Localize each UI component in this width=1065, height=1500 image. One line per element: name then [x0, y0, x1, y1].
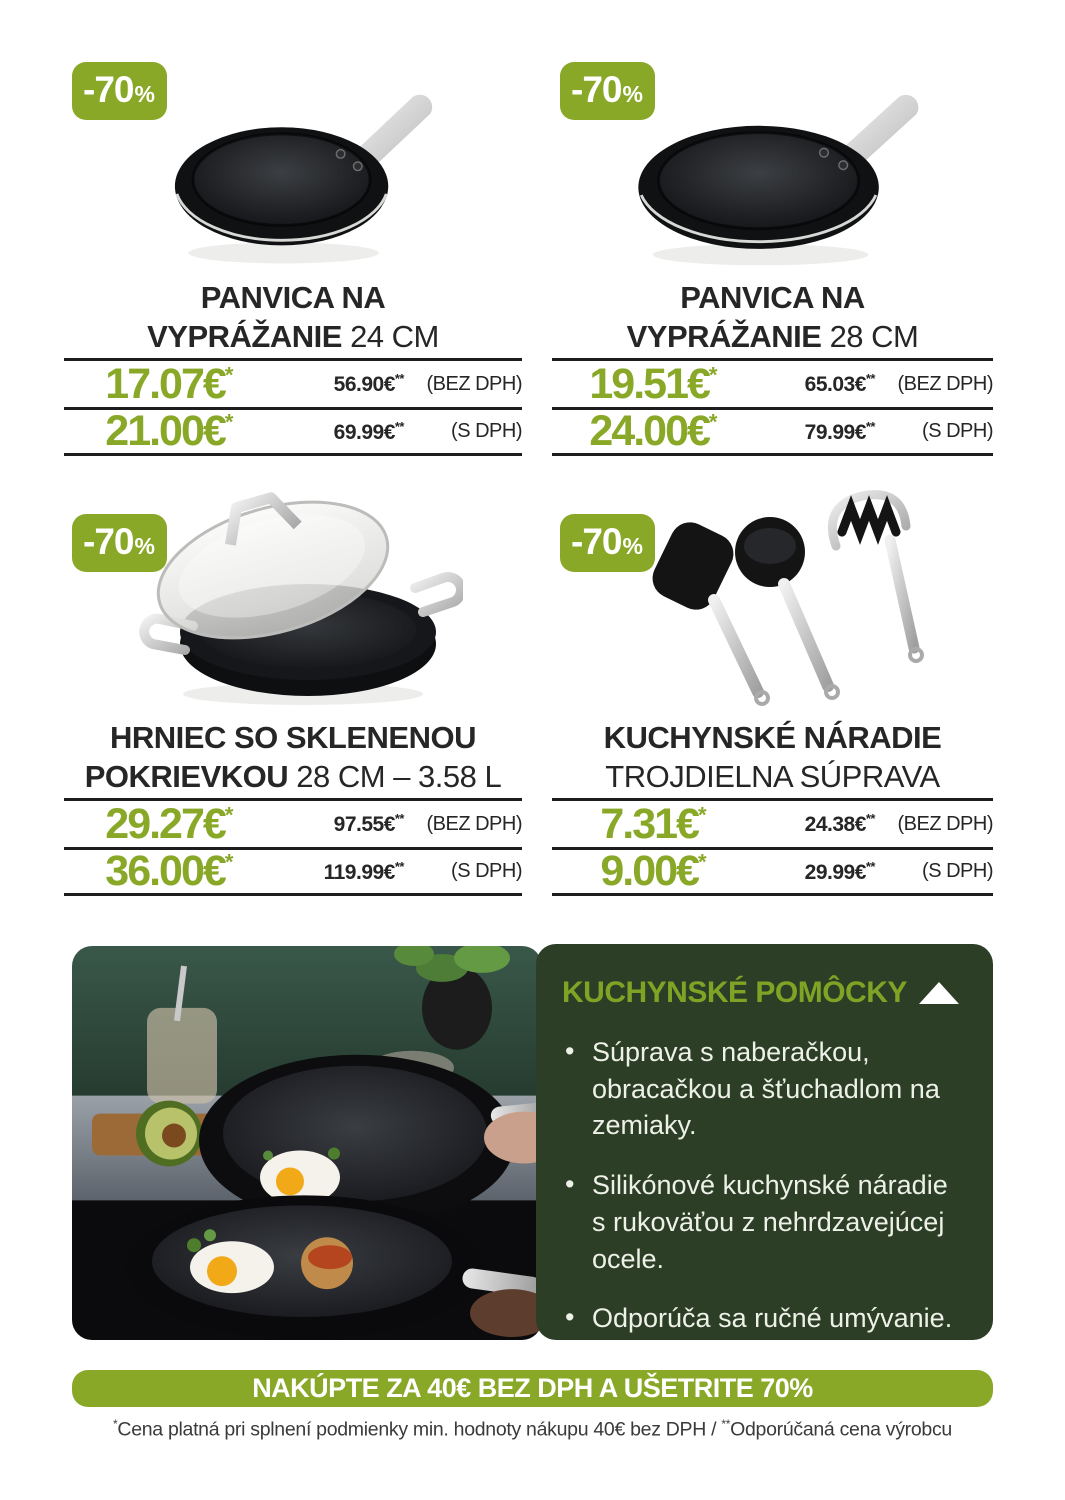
price-row-net — [64, 361, 522, 407]
price-table — [552, 798, 993, 896]
price-row-gross — [64, 407, 522, 453]
product-image-area — [552, 484, 993, 712]
frying-pan-art — [148, 72, 438, 272]
vat-label-net: (BEZ DPH) — [897, 372, 993, 395]
chevron-up-icon — [919, 982, 959, 1004]
price-row-net — [64, 801, 522, 847]
product-title-line2: VYPRÁŽANIE — [147, 319, 342, 355]
product-title-line2: VYPRÁŽANIE — [626, 319, 822, 355]
frying-pan-large-art — [614, 70, 932, 272]
product-title-line1: KUCHYNSKÉ NÁRADIE — [603, 720, 942, 755]
feature-list — [562, 1034, 967, 1337]
reference-price-net: 97.55€** — [333, 811, 404, 836]
product-image — [148, 72, 438, 272]
product-title — [552, 718, 993, 798]
feature-bullet: • Súprava s naberačkou, obracačkou a šťuchadlom na zemiaky. — [562, 1034, 967, 1144]
reference-price-gross: 69.99€** — [333, 418, 404, 444]
vat-label-net: (BEZ DPH) — [426, 812, 522, 835]
product-card — [64, 484, 522, 896]
reference-price-gross: 119.99€** — [323, 858, 404, 884]
reference-price-gross: 79.99€** — [804, 418, 875, 444]
promo-price-net: 19.51€* — [589, 359, 718, 408]
discount-badge — [560, 62, 655, 120]
vat-label-gross: (S DPH) — [451, 420, 522, 442]
promo-price-net: 29.27€* — [105, 799, 234, 848]
info-panel-title: KUCHYNSKÉ POMÔCKY — [562, 976, 907, 1009]
discount-value: -70 — [83, 69, 134, 110]
vat-label-gross: (S DPH) — [922, 860, 993, 882]
info-panel-header — [562, 976, 967, 1010]
product-image-area — [64, 60, 522, 272]
price-row-gross — [64, 847, 522, 893]
price-row-gross — [552, 407, 993, 453]
discount-badge — [560, 514, 655, 572]
product-title — [64, 718, 522, 798]
lifestyle-photo — [72, 946, 542, 1340]
product-title-line2: POKRIEVKOU — [84, 759, 289, 795]
lifestyle-photo-scene — [72, 946, 542, 1340]
discount-value: -70 — [571, 521, 622, 562]
product-title-line1: HRNIEC SO SKLENENOU — [110, 720, 476, 755]
product-title — [64, 278, 522, 358]
discount-percent-sign: % — [134, 81, 154, 107]
product-image-area — [552, 60, 993, 272]
vat-label-gross: (S DPH) — [922, 420, 993, 442]
info-panel — [536, 944, 993, 1340]
product-image — [123, 486, 463, 712]
product-image — [608, 488, 938, 712]
discount-percent-sign: % — [622, 533, 642, 559]
discount-badge — [72, 62, 167, 120]
price-table — [64, 798, 522, 896]
promo-price-net: 17.07€* — [105, 359, 234, 408]
footnote-text-1: Cena platná pri splnení podmienky min. hodnoty nákupu 40€ bez DPH / — [117, 1418, 722, 1441]
footnote-sup-2: ** — [721, 1417, 731, 1431]
feature-bullet: • Silikónové kuchynské náradie s rukoväťou z nehrdzavejúcej ocele. — [562, 1167, 967, 1277]
footnote-text-2: Odporúčaná cena výrobcu — [730, 1418, 952, 1441]
product-card — [552, 484, 993, 896]
price-row-net — [552, 801, 993, 847]
discount-percent-sign: % — [134, 533, 154, 559]
product-size: 28 CM — [829, 319, 919, 355]
footnote-sup-1: * — [113, 1417, 118, 1431]
discount-value: -70 — [571, 69, 622, 110]
product-size: 24 CM — [350, 319, 439, 355]
reference-price-net: 24.38€** — [804, 811, 875, 836]
vat-label-net: (BEZ DPH) — [897, 812, 993, 835]
promo-banner-text: NAKÚPTE ZA 40€ BEZ DPH A UŠETRITE 70% — [252, 1373, 813, 1403]
discount-value: -70 — [83, 521, 134, 562]
promo-price-net: 7.31€* — [600, 799, 707, 848]
casserole-glass-lid-art — [123, 486, 463, 712]
promo-price-gross: 21.00€* — [105, 407, 234, 455]
reference-price-net: 65.03€** — [804, 371, 875, 396]
promo-price-gross: 9.00€* — [600, 847, 707, 895]
product-size: TROJDIELNA SÚPRAVA — [605, 759, 940, 795]
reference-price-net: 56.90€** — [333, 371, 404, 396]
product-title-line1: PANVICA NA — [200, 280, 386, 315]
price-row-net — [552, 361, 993, 407]
product-image — [614, 70, 932, 272]
discount-badge — [72, 514, 167, 572]
vat-label-gross: (S DPH) — [451, 860, 522, 882]
promo-price-gross: 24.00€* — [589, 407, 718, 455]
product-size: 28 CM – 3.58 L — [296, 759, 502, 795]
price-table — [64, 358, 522, 456]
product-card — [552, 60, 993, 456]
discount-percent-sign: % — [622, 81, 642, 107]
footnote — [0, 1417, 1065, 1442]
reference-price-gross: 29.99€** — [804, 858, 875, 884]
product-image-area — [64, 484, 522, 712]
price-table — [552, 358, 993, 456]
feature-section — [72, 944, 993, 1340]
product-card — [64, 60, 522, 456]
promo-banner — [72, 1370, 993, 1407]
vat-label-net: (BEZ DPH) — [426, 372, 522, 395]
utensil-set-art — [608, 488, 938, 712]
feature-bullet: • Odporúča sa ručné umývanie. — [562, 1300, 967, 1337]
price-row-gross — [552, 847, 993, 893]
product-title-line1: PANVICA NA — [680, 280, 865, 315]
promo-price-gross: 36.00€* — [105, 847, 234, 895]
product-title — [552, 278, 993, 358]
